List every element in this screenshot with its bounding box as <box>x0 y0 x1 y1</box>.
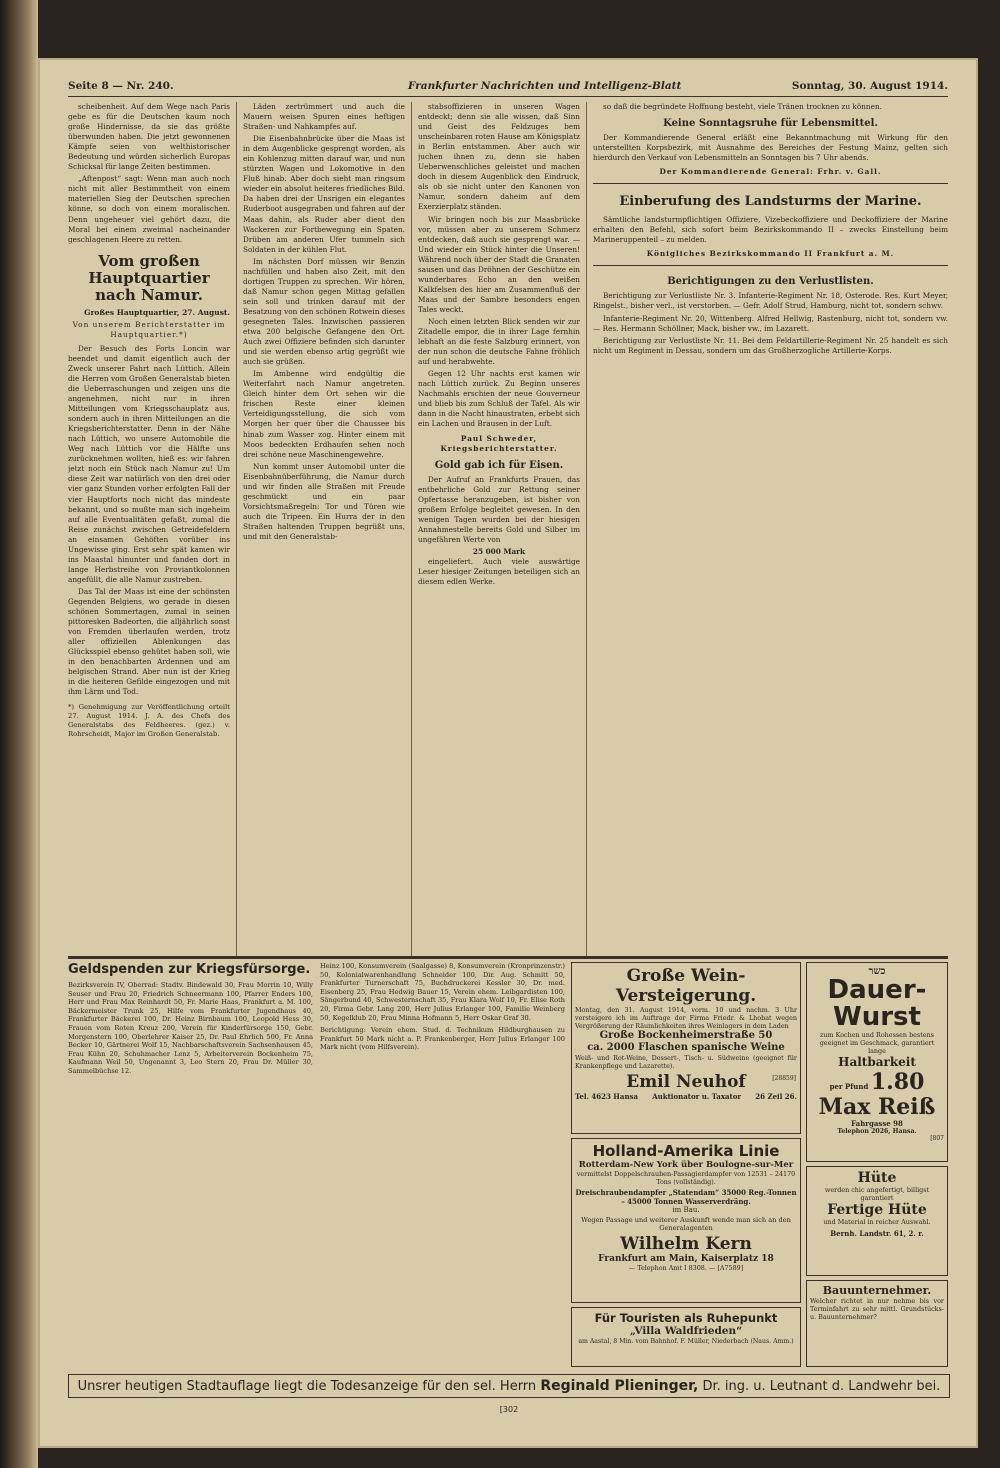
notice-headline: Einberufung des Landsturms der Marine. <box>619 194 922 210</box>
author-signature: Paul Schweder, Kriegsberichterstatter. <box>440 433 558 453</box>
hats-text: und Material in reicher Auswahl. <box>823 1218 931 1226</box>
dateline: Großes Hauptquartier, 27. August. <box>84 307 230 317</box>
column-1 <box>68 102 230 957</box>
article-headline: Vom großen Hauptquartier nach Namur. <box>88 251 210 304</box>
shipping-text: vermittelst Doppelschrauben-Passagierdampfer von 12531 – 24170 Tons (vollständig). <box>576 1170 796 1186</box>
dauerwurst-durability: Haltbarkeit <box>838 1055 916 1069</box>
touristen-text: am Aastal, 8 Min. vom Bahnhof. F. Müller, Niederbach (Naus. Amm.) <box>578 1338 794 1345</box>
price-value: 1.80 <box>870 1069 925 1095</box>
shipping-route: Rotterdam-New York über Boulogne-sur-Mer <box>578 1160 794 1170</box>
column-rule <box>236 102 237 957</box>
column-4 <box>593 102 948 957</box>
obituary-post: Dr. ing. u. Leutnant d. Landwehr bei. <box>702 1379 941 1394</box>
agent-phone: — Telephon Amt I 8308. — <box>628 1264 716 1272</box>
wine-auction-text: Montag, den 31. August 1914, vorm. 10 und nachm. 3 Uhr versteigere ich im Auftrage der Firma Friedr. & Lhobat wegen Vergrößerung der Räumlichkeiten ihres Weinlagers in dem Laden <box>575 1006 797 1030</box>
book-binding <box>0 0 38 1468</box>
hats-ready-made: Fertige Hüte <box>827 1202 927 1218</box>
shipping-build-status: im Bau. <box>672 1206 700 1214</box>
byline: Von unserem Berichterstatter im Hauptquartier.*) <box>72 319 226 339</box>
page-header <box>68 80 948 97</box>
donation-amount: 25 000 Mark <box>472 546 526 556</box>
butcher-phone: Telephon 2026, Hansa. <box>837 1128 917 1135</box>
article-paragraph: stabsoffizieren in unseren Wagen entdeckt; denn sie alle wissen, daß Sinn und Geist des Feldzuges bem unscheinbaren roten Hause am Königsplatz in Berlin entstammen. Aber auch wir juchen ihnen zu, denn sie haben Ueberwenschliches geleistet und machen doch in diesem Augenblick den Eindruck, als ob sie nicht unter den Kanonen von Namur, sondern daheim auf dem Exerzierplatz ständen. <box>418 102 580 212</box>
notice-paragraph: Berichtigung zur Verlustliste Nr. 11. Bei dem Feldartillerie-Regiment Nr. 25 handelt es sich nicht um Regiment in Dessau, sondern um das Großherzogliche Artillerie-Korps. <box>593 335 948 355</box>
shipping-line-title: Holland-Amerika Linie <box>592 1142 780 1160</box>
dauerwurst-title: Dauer-Wurst <box>827 975 927 1032</box>
agent-city: Frankfurt am Main, <box>598 1254 698 1264</box>
article-continuation: scheibenheit. Auf dem Wege nach Paris gebe es für die Deutschen kaum noch große Hindernisse, da sie das größte überwunden haben. Die jetzt gewonnenen Kämpfe seien von welthistorischer Bedeutung und würden sicherlich Europas Schicksal für lange Zeiten bestimmen. <box>68 102 230 172</box>
shipping-contact-text: Wegen Passage und weiterer Auskunft wende man sich an den Generalagenten <box>581 1216 791 1232</box>
agent-street: Kaiserplatz 18 <box>700 1254 774 1264</box>
notice-paragraph: Sämtliche landsturmpflichtigen Offiziere, Vizebeckoffiziere und Deckoffiziere der Marine erhalten den Befehl, sich sofort beim Bezirkskommando II – zwecks Einstellung beim Marineruppenteil – zu melden. <box>593 215 948 245</box>
notice-paragraph: Infanterie-Regiment Nr. 20, Wittenberg. Alfred Hellwig, Rastenburg, nicht tot, sondern vw. — Res. Hermann Schöllner, Mack, bisher vw., im Lazarett. <box>593 313 948 333</box>
article-paragraph: Das Tal der Maas ist eine der schönsten Gegenden Belgiens, wo gerade in diesen schönen Sommertagen, zumal in seinen pittoresken Badeorten, die alljährlich sonst von Fremden überlaufen werden, trotz aller offiziellen Ablenkungen das Glücksspiel ebenso gehütet haben soll, wie in den benachbarten Ardennen und am belgischen Strand. Aber nun ist der Krieg in die heiteren Gefilde eingezogen und mit ihm Lärm und Tod. <box>68 586 230 697</box>
butcher-ref: [807 <box>930 1135 944 1142</box>
column-rule <box>411 102 412 957</box>
auctioneer-street: 26 Zeil 26. <box>755 1092 797 1101</box>
notice-paragraph: Der Kommandierende General erläßt eine Bekanntmachung mit Wirkung für den unterstellten Korpsbezirk, mit Ausnahme des Bereiches der Festung Mainz, gelten sich hierdurch den Verkauf von Lebensmitteln an Sonntagen bis 7 Uhr abends. <box>593 133 948 163</box>
article-paragraph: Gegen 12 Uhr nachts erst kamen wir nach Lüttich zurück. Zu Beginn unseres Nachmahls erschien der neue Gouverneur und blieb bis zum Schluß der Tafel. Als wir dann in die Nacht hinaustraten, erbebt sich ein Lachen und Brausen in der Luft. <box>418 369 580 429</box>
column-2 <box>243 102 405 957</box>
section-divider <box>68 956 948 959</box>
donations-text: Heinz 100, Konsumverein (Saalgasse) 8, Konsumverein (Kronprinzenstr.) 50, Kolonialwarenhandlung Schneider 100, Dir. Aug. Schmitt 50, Frankfurter Turnerschaft 75, Buchdruckerei Kessler 30, Dr. med. Eisenberg 25, Frau Hedwig Bauer 15, Verein ehem. Leibgardisten 100, Sängerbund 40, Schwesternschaft 35, Frau Klara Wolf 10, Fr. Elise Roth 20, Firma Gebr. Lang 200, Herr Julius Erlanger 100, Familie Weinberg 50, Kegelklub 20, Frau Minna Hofmann 5, Herr Oskar Graf 30. <box>320 962 565 1022</box>
article-paragraph: eingeliefert. Auch viele auswärtige Leser hiesiger Zeitungen beteiligen sich an diesem edlen Werke. <box>418 556 580 587</box>
hats-ad <box>806 1166 948 1276</box>
column-rule <box>586 102 587 957</box>
obituary-name: Reginald Plieninger, <box>540 1378 699 1394</box>
notice-signature: Der Kommandierende General: Frhr. v. Gall. <box>659 167 882 177</box>
auctioneer-name: Emil Neuhof <box>626 1072 746 1092</box>
price-unit: per Pfund <box>829 1082 869 1091</box>
hats-text: werden chic angefertigt, billigst garantiert <box>824 1186 930 1202</box>
hats-title: Hüte <box>857 1170 897 1186</box>
article-paragraph: Im nächsten Dorf müssen wir Benzin nachfüllen und haben also Zeit, mit den dortigen Truppen zu sprechen. Wir hören, daß Namur schon gegen Mittag gefallen sein soll und trinken darauf mit der Besatzung von den schönen Rotwein dieses gesegneten Tales. Inzwischen passieren etwa 200 belgische Gefangene den Ort. Auch zwei Offiziere befinden sich darunter und sie werden ebenso artig gegrüßt wie auch sie grüßen. <box>243 256 405 367</box>
kosher-mark: כשר <box>868 966 886 977</box>
article-paragraph: Der Aufruf an Frankfurts Frauen, das entbehrliche Gold zur Rettung seiner Opfertasse heranzugeben, ist bisher von großem Erfolge begleitet gewesen. In den wenigen Tagen wurden bei der hiesigen Annahmestelle bereits Gold und Silber im ungefähren Werte von <box>418 474 580 544</box>
column-3 <box>418 102 580 957</box>
issue-date: Sonntag, 30. August 1914. <box>791 80 948 92</box>
newspaper-page <box>38 58 978 1448</box>
masthead: Frankfurter Nachrichten und Intelligenz-Blatt <box>408 80 682 92</box>
donations-correction: Berichtigung: Verein ehem. Stud. d. Technikum Hildburghausen zu Frankfurt 50 Mark nicht a. P. Frankenberger, Herr Julius Erlanger 100 Mark nicht (vom Hilfsverein). <box>320 1026 565 1052</box>
dauerwurst-text: zum Kochen und Rohessen bestens geeignet im Geschmack, garantiert lange <box>819 1031 935 1055</box>
article-continuation: so daß die begründete Hoffnung besteht, viele Tränen trocknen zu können. <box>603 102 882 111</box>
wine-auction-ref: [28859] <box>772 1075 796 1082</box>
auctioneer-phone: Tel. 4623 Hansa <box>575 1092 639 1101</box>
wine-auction-text: Weiß- und Rot-Weine, Dessert-, Tisch- u. Südweine (geeignet für Krankenpflege und Lazarette). <box>575 1054 797 1070</box>
obituary-notice <box>68 1374 950 1414</box>
butcher-address: Fahrgasse 98 <box>851 1119 903 1128</box>
article-paragraph: Läden zertrümmert und auch die Mauern weisen Spuren eines heftigen Straßen- und Nahkampfes auf. <box>243 102 405 132</box>
wine-auction-ad <box>571 962 801 1134</box>
notice-signature: Königliches Bezirkskommando II Frankfurt a. M. <box>646 249 895 259</box>
article-paragraph: Nun kommt unser Automobil unter die Eisenbahnüberführung, die Namur durch und wir finden alle Straßen mit Freude geschmückt und ein paar Vorsichtsmaßregeln: Tor und Türen wie auch die Tripeen. Ein Hurra der in den Straßen haltenden Truppen begrüßt uns, und mit den Generalstab- <box>243 461 405 541</box>
touristen-venue: „Villa Waldfrieden“ <box>629 1325 743 1337</box>
article-paragraph: Noch einen letzten Blick senden wir zur Zitadelle empor, die in ihrer Lage fernhin lebhaft an die feste Salzburg erinnert, von der nun schon die deutsche Fahne fröhlich auf und herabwehte. <box>418 316 580 367</box>
donations-list-continued <box>320 962 565 1368</box>
obituary-pre: Unsrer heutigen Stadtauflage liegt die Todesanzeige für den sel. Herrn <box>77 1379 537 1394</box>
obituary-ref: [302 <box>499 1405 519 1414</box>
holland-amerika-ad <box>571 1138 801 1303</box>
article-paragraph: Der Besuch des Forts Loncin war beendet und damit eigentlich auch der Zweck unserer Fahrt nach Lüttich. Allein die Herren vom Großen Generalstab bieten die Ueberraschungen und zeigen uns die angenehmen, nicht nur in ihren Mitteilungen vom Kriegsschauplatz aus, sondern auch in ihren Mitteilungen an die Kriegsberichterstatter. Denn in der Nähe nach Lüttich, wo unsere Automobile die Weg nach Lüttich vor die Hälfte uns zurücknehmen wollten, hieß es: wir fahren jetzt noch ein Stück nach Namur zu! Um diese Zeit war natürlich von den drei oder vier ganz Stunden vorher erfolgten Fall der vier Hauptforts noch nicht das mindeste bekannt, und so mußte man sich ingeheim auf alle Eventualitäten gefaßt, zumal die Reise zunächst zwischen Getreidefeldern an einsamen Gehöften vorüber ins Ungewisse ging. Erst sehr spät kamen wir ins Maastal hinunter und fanden dort in lange Herbstreihe von Proviantkolonnen angefüllt, die alle Namur zustreben. <box>68 343 230 584</box>
notice-headline: Berichtigungen zu den Verlustlisten. <box>667 276 874 288</box>
article-paragraph: Im Ambenne wird endgültig die Weiterfahrt nach Namur angetreten. Gleich hinter dem Ort sehen wir die frischen Reste einer kleinen Verteidigungsstellung, die sich vom Morgen her quer über die Chaussee bis hinab zum Wasser zog. Hinter einem mit Moos bedeckten Erdhaufen sehen noch drei schöne neue Maschinengewehre. <box>243 369 405 459</box>
donations-title: Geldspenden zur Kriegsfürsorge. <box>68 962 311 977</box>
touristen-title: Für Touristen als Ruhepunkt <box>594 1311 778 1325</box>
wine-auction-address: Große Bockenheimerstraße 50 <box>599 1030 773 1041</box>
wine-auction-title: Große Wein-Versteigerung. <box>615 966 757 1006</box>
builder-title: Bauunternehmer. <box>822 1284 932 1297</box>
auctioneer-role: Auktionator u. Taxator <box>652 1092 742 1101</box>
article-paragraph: Wir bringen noch bis zur Maasbrücke vor, müssen aber zu unserem Schmerz entdecken, daß auch sie gesprengt war. — Und wieder ein Stück hinter die Unseren! Während noch über der Stadt die Granaten sausen und das Dröhnen der Geschütze ein wunderbares Echo an den weißen Kalkfelsen des hier am Zusammenfluß der Maas und der Sambre besonders engen Tales weckt. <box>418 214 580 314</box>
butcher-name: Max Reiß <box>818 1094 936 1120</box>
wine-auction-bottles: ca. 2000 Flaschen spanische Weine <box>587 1042 785 1053</box>
page-number: Seite 8 — Nr. 240. <box>68 80 174 92</box>
donations-text: Bezirksverein IV, Oberrad: Stadtv. Bindewald 30, Frau Morrin 10, Willy Seuser und Frau 20, Friedrich Schneermann 100, Pfarrer Enders 100, Herr und Frau Max Reinhardt 50, Fr. Marie Haas, Frankfurt a. M. 100, Bäckermeister Trunk 25, Hilfe vom Frankfurter Jugendhaus 40, Frankfurter Bäckerei 100, Dr. Heinz Birnbaum 100, Leopold Hess 30, Frauen vom Roten Kreuz 200, Verein für Kinderfürsorge 150, Gebr. Morgenstern 100, Oberlehrer Kaiser 25, Dr. Paul Ehrlich 500, Fr. Anna Becker 10, Gärtnerei Wolf 15, Nachbarschaftsverein Sachsenhausen 45, Frau Kühn 20, Schuhmacher Lenz 5, Arbeiterverein Bockenheim 75, Kaufmann Weil 50, Ungenannt 3, Leo Stern 20, Frau Dr. Müller 30, Sammelbüchse 12. <box>68 981 313 1075</box>
builder-ad <box>806 1280 948 1367</box>
builder-text: Welcher richtet in nur nehme bis vor Terminfahrt zu sehr mittl. Grundstücks- u. Bauunternehmer? <box>810 1297 944 1321</box>
donations-list <box>68 962 313 1368</box>
footnote: *) Genehmigung zur Veröffentlichung erteilt 27. August 1914. J. A. des Chefs des Generalstabs des Feldheeres. (gez.) v. Rohrscheidt, Major im Großen Generalstab. <box>68 703 230 739</box>
article-paragraph: Die Eisenbahnbrücke über die Maas ist in dem Augenblicke gesprengt worden, als ein Kohlenzug mitten darauf war, und nun stürzten Wagen und Lokomotive in den Fluß hinab. Aber doch sieht man ringsum wieder ein absolut heiteres friedliches Bild. Da haben drei der Unsrigen ein elegantes Ruderboot ausgegraben und fahren auf der Maas dahin, als Ruder aber dient den Wackeren zur Fortbewegung ein Spaten. Drüben am anderen Ufer tummeln sich Soldaten in der kühlen Flut. <box>243 134 405 254</box>
article-paragraph: „Aftenpost“ sagt: Wenn man auch noch nicht mit aller Bestimmtheit von einem materiellen Sieg der Deutschen sprechen könne, so doch von einem moralischen. Denn ungeheuer viel gehört dazu, die Moral bei einem zweimal nacheinander geschlagenen Heere zu retten. <box>68 174 230 244</box>
notice-headline: Keine Sonntagsruhe für Lebensmittel. <box>663 118 878 130</box>
shipping-steamer: Dreischraubendampfer „Statendam“ 35000 Reg.-Tonnen – 45000 Tonnen Wasserverdräng. <box>575 1188 797 1206</box>
notice-paragraph: Berichtigung zur Verlustliste Nr. 3. Infanterie-Regiment Nr. 18, Osterode. Res. Kurt Meyer, Ringelst., bisher verl., ist verstorben. — Gefr. Adolf Strud, Hamburg, nicht tot, sondern schwv. <box>593 291 948 311</box>
touristen-ad <box>571 1307 801 1367</box>
dauerwurst-ad <box>806 962 948 1162</box>
agent-ref: [A7589] <box>717 1264 744 1272</box>
hats-address: Bernh. Landstr. 61, 2. r. <box>830 1229 924 1238</box>
article-headline: Gold gab ich für Eisen. <box>434 459 564 471</box>
agent-name: Wilhelm Kern <box>620 1234 752 1254</box>
